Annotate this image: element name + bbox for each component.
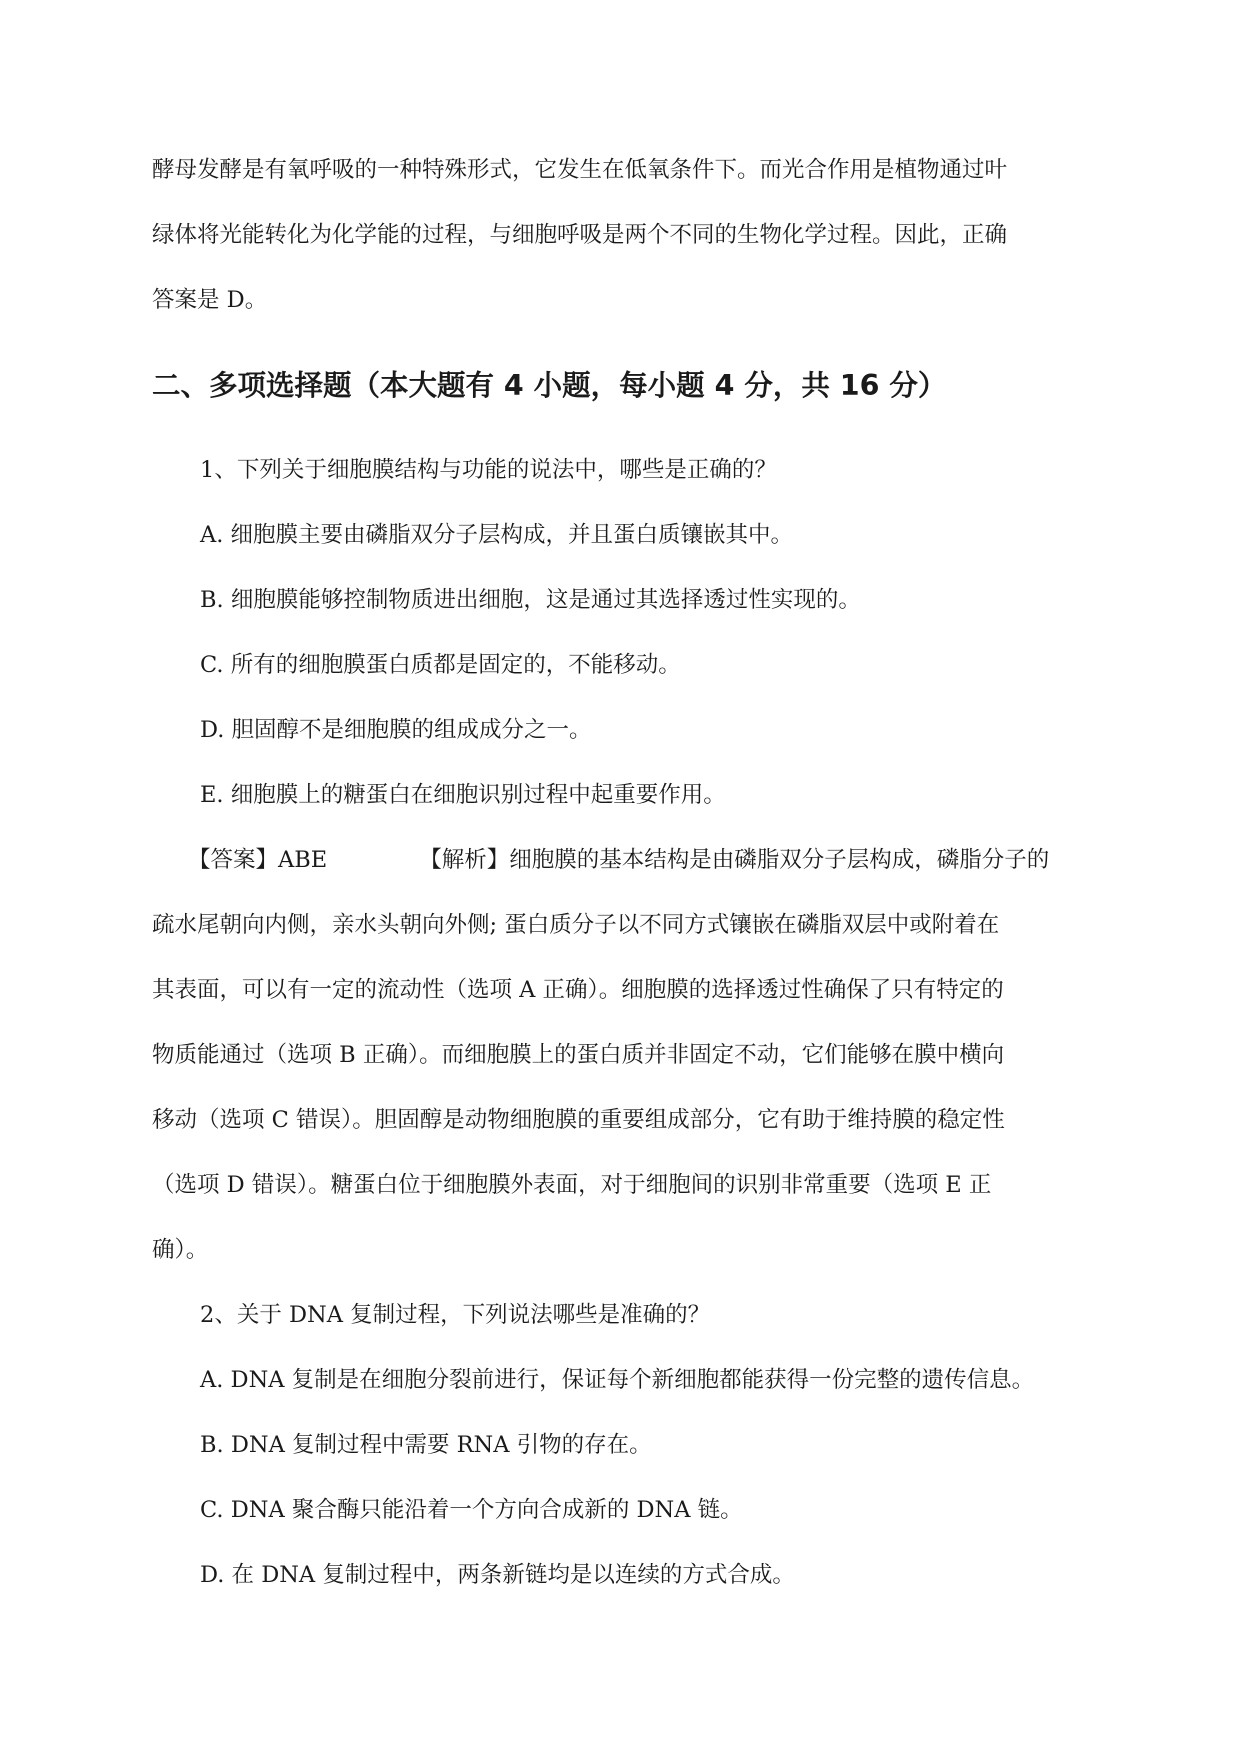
question-2-option-b: B. DNA 复制过程中需要 RNA 引物的存在。: [200, 1432, 652, 1458]
question-1-analysis-line-5: 移动（选项 C 错误）。胆固醇是动物细胞膜的重要组成部分，它有助于维持膜的稳定性: [152, 1107, 1005, 1133]
question-1-analysis-line-7: 确）。: [152, 1237, 209, 1263]
question-1-answer: 【答案】ABE: [188, 847, 328, 873]
question-2-stem: 2、关于 DNA 复制过程，下列说法哪些是准确的？: [200, 1302, 711, 1328]
question-1-option-c: C. 所有的细胞膜蛋白质都是固定的，不能移动。: [200, 652, 681, 678]
question-1-analysis-start: 【解析】细胞膜的基本结构是由磷脂双分子层构成，磷脂分子的: [419, 847, 1050, 873]
question-1-answer-line: [188, 844, 1138, 876]
intro-line-3: 答案是 D。: [152, 287, 268, 313]
intro-line-1: 酵母发酵是有氧呼吸的一种特殊形式，它发生在低氧条件下。而光合作用是植物通过叶: [152, 157, 1008, 183]
question-1-option-d: D. 胆固醇不是细胞膜的组成成分之一。: [200, 717, 592, 743]
question-2-option-c: C. DNA 聚合酶只能沿着一个方向合成新的 DNA 链。: [200, 1497, 743, 1523]
question-2-option-a: A. DNA 复制是在细胞分裂前进行，保证每个新细胞都能获得一份完整的遗传信息。: [200, 1367, 1035, 1393]
question-1-option-e: E. 细胞膜上的糖蛋白在细胞识别过程中起重要作用。: [200, 782, 726, 808]
question-1-analysis-line-3: 其表面，可以有一定的流动性（选项 A 正确）。细胞膜的选择透过性确保了只有特定的: [152, 977, 1004, 1003]
section-heading: 二、多项选择题（本大题有 4 小题，每小题 4 分，共 16 分）: [152, 369, 947, 402]
question-1-option-a: A. 细胞膜主要由磷脂双分子层构成，并且蛋白质镶嵌其中。: [200, 522, 794, 548]
question-2-option-d: D. 在 DNA 复制过程中，两条新链均是以连续的方式合成。: [200, 1562, 795, 1588]
question-1-option-b: B. 细胞膜能够控制物质进出细胞，这是通过其选择透过性实现的。: [200, 587, 861, 613]
question-1-analysis-line-2: 疏水尾朝向内侧，亲水头朝向外侧; 蛋白质分子以不同方式镶嵌在磷脂双层中或附着在: [152, 912, 1000, 938]
question-1-analysis-line-4: 物质能通过（选项 B 正确）。而细胞膜上的蛋白质并非固定不动，它们能够在膜中横向: [152, 1042, 1005, 1068]
question-1-analysis-line-6: （选项 D 错误）。糖蛋白位于细胞膜外表面，对于细胞间的识别非常重要（选项 E 正: [152, 1172, 992, 1198]
question-1-stem: 1、下列关于细胞膜结构与功能的说法中，哪些是正确的？: [200, 457, 777, 483]
intro-line-2: 绿体将光能转化为化学能的过程，与细胞呼吸是两个不同的生物化学过程。因此，正确: [152, 222, 1008, 248]
